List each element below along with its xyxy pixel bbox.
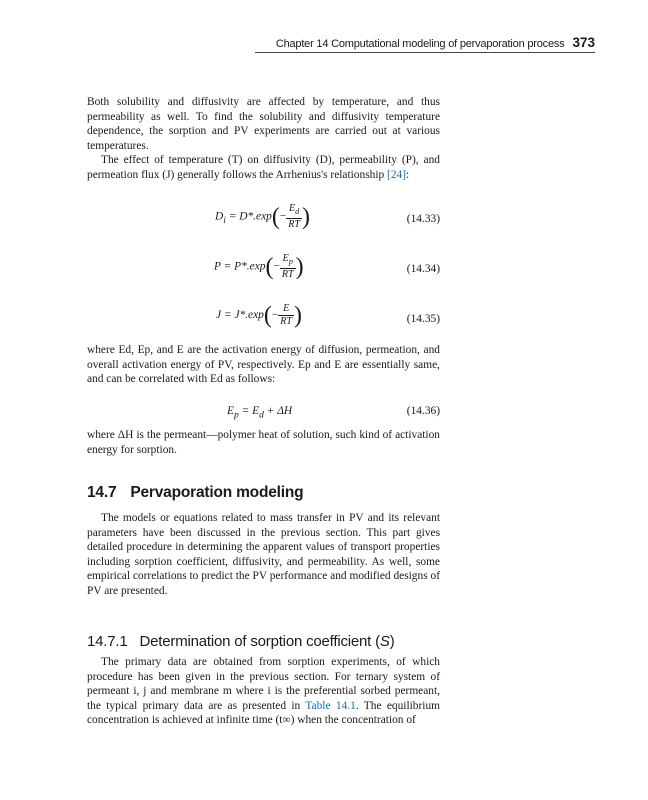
right-paren: ): [293, 302, 302, 329]
paragraph-1: Both solubility and diffusivity are affected by temperature, and thus permeability as well. To find the solubility and diffusivity temperature dependence, the sorption and PV experiments are carried out at various temperatures.: [87, 96, 440, 152]
eq-rhs: = E: [238, 405, 260, 417]
table-reference-link[interactable]: Table 14.1: [305, 699, 356, 712]
paragraph-2-tail: :: [406, 168, 410, 181]
equation-number: (14.36): [406, 405, 440, 417]
paragraph-3: where Ed, Ep, and E are the activation energy of diffusion, permeation, and overall activation energy of PV, respectively. Ep and E are essentially same, and can be correlated with Ed as follows:: [87, 344, 440, 386]
section-heading: [87, 484, 303, 502]
subsection-body: [87, 655, 440, 728]
right-paren: ): [295, 254, 304, 280]
frac-num-sub: p: [288, 257, 293, 266]
frac-den: RT: [288, 219, 300, 230]
left-paren: (: [271, 204, 280, 230]
paragraph-2: [87, 153, 440, 182]
equation-body: [227, 405, 292, 420]
eq-lhs: E: [227, 405, 234, 417]
frac-num: E: [278, 303, 294, 316]
subsection-text-pre: The primary data are obtained from sorption experiments, of which procedure has been given in the previous section. For ternary system of permeant i, j and membrane m where i is the preferential sorbed permeant, the typical primary data are as presented in: [87, 656, 440, 712]
fraction: [280, 253, 296, 281]
subsection-heading: [87, 633, 395, 650]
frac-den: RT: [281, 269, 294, 280]
running-head: [200, 34, 595, 54]
fraction: [278, 303, 294, 328]
citation-link[interactable]: [24]: [387, 168, 407, 181]
left-paren: (: [265, 254, 274, 280]
subsection-title-close: ): [389, 633, 395, 650]
intro-text: [87, 95, 440, 183]
right-paren: ): [301, 204, 310, 230]
paragraph-2-text: The effect of temperature (T) on diffusivity (D), permeability (P), and permeation flux (J) generally follows the Arrhenius's relationship: [87, 154, 440, 181]
subsection-paragraph: [87, 655, 440, 728]
eq-lhs-sub: i: [223, 215, 226, 226]
frac-den: RT: [280, 316, 292, 327]
subsection-title-symbol: S: [379, 633, 390, 650]
eq-rhs: = D*.exp: [225, 210, 272, 223]
equation-14-33: [87, 203, 440, 243]
paragraph-4: where ΔH is the permeant—polymer heat of solution, such kind of activation energy for sorption.: [87, 429, 440, 456]
equation-number: (14.34): [406, 263, 440, 275]
section-number: 14.7: [87, 484, 117, 501]
section-title: Pervaporation modeling: [130, 484, 304, 501]
eq-rhs-sub: d: [259, 410, 264, 421]
header-rule: [255, 52, 595, 53]
equation-number: (14.33): [406, 213, 440, 225]
equation-number: (14.35): [406, 313, 440, 325]
equation-14-36: [87, 399, 440, 423]
equation-body: P = P*.exp(− $\frac{E_p}{RT}$ ): [214, 253, 304, 280]
subsection-title: Determination of sorption coefficient (: [139, 633, 380, 650]
eq-lhs: J: [216, 309, 222, 322]
eq-rhs: = P*.exp: [220, 260, 266, 273]
equation-body: $D_i = D*.\exp(-$ $\frac{E_d}{RT}$ ): [215, 203, 310, 230]
eq-lhs: D: [215, 210, 224, 223]
page-number: 373: [572, 35, 595, 50]
chapter-title: Chapter 14 Computational modeling of pervaporation process: [275, 38, 565, 50]
frac-num-sub: d: [295, 207, 300, 216]
eq-lhs: P: [214, 260, 221, 273]
equation-body: J = J*.exp(− $\frac{E}{RT}$ ): [216, 302, 302, 329]
frac-num: E: [282, 253, 289, 264]
eq-tail: + ΔH: [263, 405, 293, 417]
subsection-text-post: . The equilibrium concentration is achieved at infinite time (t∞) when the concentration of: [87, 699, 440, 727]
equation-14-35: [87, 303, 440, 343]
eq-lhs-sub: p: [233, 410, 239, 421]
equation-14-34: [87, 253, 440, 293]
eq-rhs: = J*.exp: [221, 309, 264, 322]
section-paragraph: The models or equations related to mass transfer in PV and its relevant parameters have been discussed in the previous section. This part gives detailed procedure in determining the apparent values of transport properties including sorption coefficient, diffusivity, and permeability. As well, some empirical correlations to predict the PV performance and modified designs of PV are presented.: [87, 512, 440, 597]
fraction: [286, 203, 302, 231]
subsection-number: 14.7.1: [87, 633, 128, 650]
section-body: [87, 511, 440, 599]
frac-num: E: [288, 203, 296, 214]
left-paren: (: [263, 302, 272, 329]
